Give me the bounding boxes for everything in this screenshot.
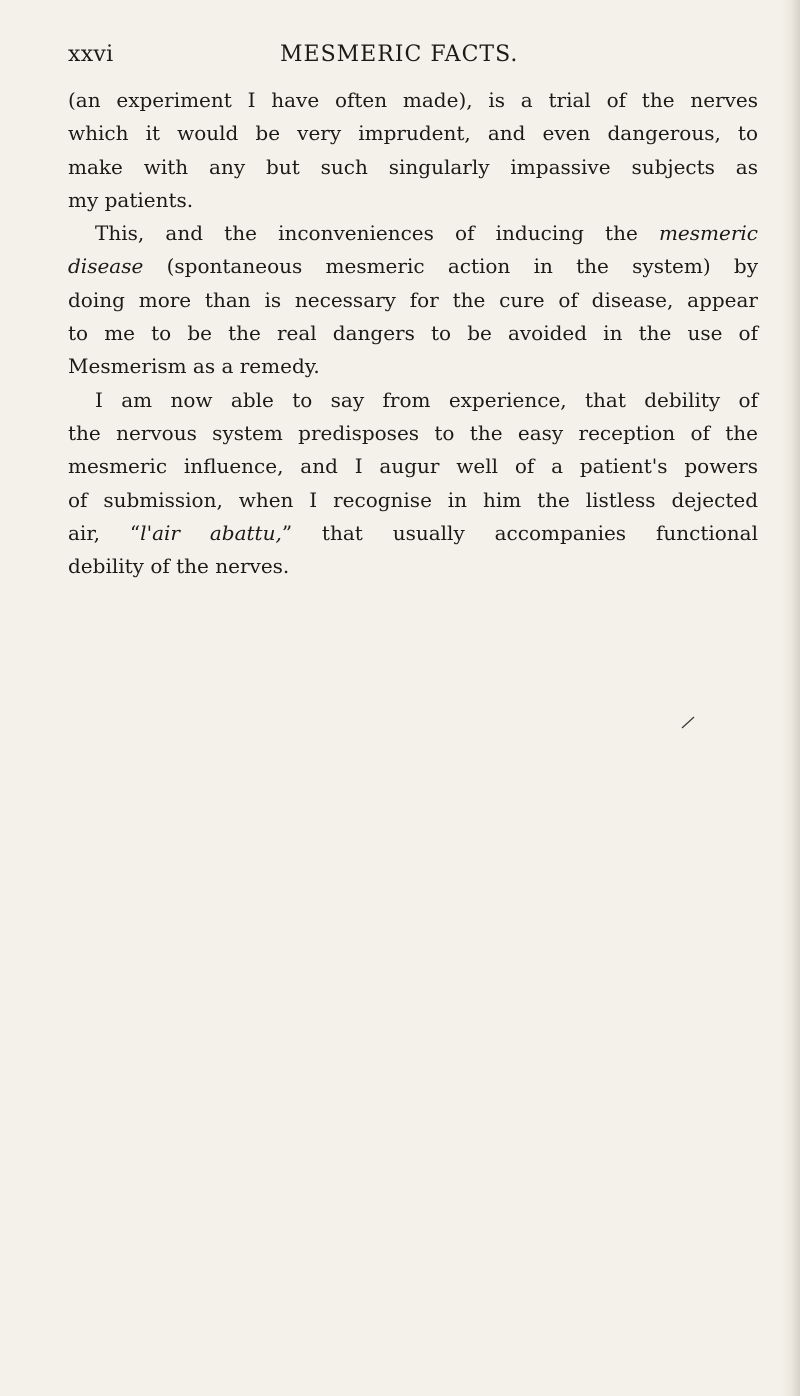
italic-term: disease bbox=[68, 254, 144, 279]
page-number: xxvi bbox=[68, 42, 114, 67]
text-run: ” that usually accompanies functional bbox=[281, 520, 758, 545]
text-line: make with any but such singularly impassive subjects as bbox=[68, 154, 758, 179]
text-run: This, and the inconveniences of inducing the bbox=[95, 221, 659, 246]
text-line bbox=[68, 517, 758, 550]
text-line: debility of the nerves. bbox=[68, 554, 290, 579]
text-line: mesmeric influence, and I augur well of a patient's powers bbox=[68, 454, 758, 479]
text-line: I am now able to say from experience, that debility of bbox=[95, 387, 758, 412]
italic-term: mesmeric bbox=[658, 221, 758, 246]
text-line: Mesmerism as a remedy. bbox=[68, 354, 320, 379]
text-line bbox=[68, 250, 758, 283]
paragraph-1 bbox=[68, 84, 758, 217]
running-head bbox=[68, 35, 758, 75]
text-run: air, “ bbox=[68, 520, 141, 545]
body-text bbox=[68, 84, 758, 583]
text-line: of submission, when I recognise in him the listless dejected bbox=[68, 487, 758, 512]
page-heading: MESMERIC FACTS. bbox=[280, 42, 519, 67]
paragraph-3 bbox=[68, 384, 758, 584]
paragraph-2 bbox=[68, 217, 758, 383]
italic-phrase: l'air abattu, bbox=[140, 520, 282, 545]
text-line: (an experiment I have often made), is a trial of the nerves bbox=[68, 88, 758, 112]
text-line: to me to be the real dangers to be avoided in the use of bbox=[68, 321, 758, 346]
text-run: (spontaneous mesmeric action in the system) by bbox=[143, 254, 758, 279]
text-line: doing more than is necessary for the cure of disease, appear bbox=[68, 287, 758, 312]
text-line bbox=[68, 217, 758, 250]
pencil-mark-icon bbox=[680, 713, 698, 731]
text-line: the nervous system predisposes to the easy reception of the bbox=[68, 420, 758, 445]
text-line: which it would be very imprudent, and even dangerous, to bbox=[68, 121, 758, 146]
text-line: my patients. bbox=[68, 187, 194, 212]
